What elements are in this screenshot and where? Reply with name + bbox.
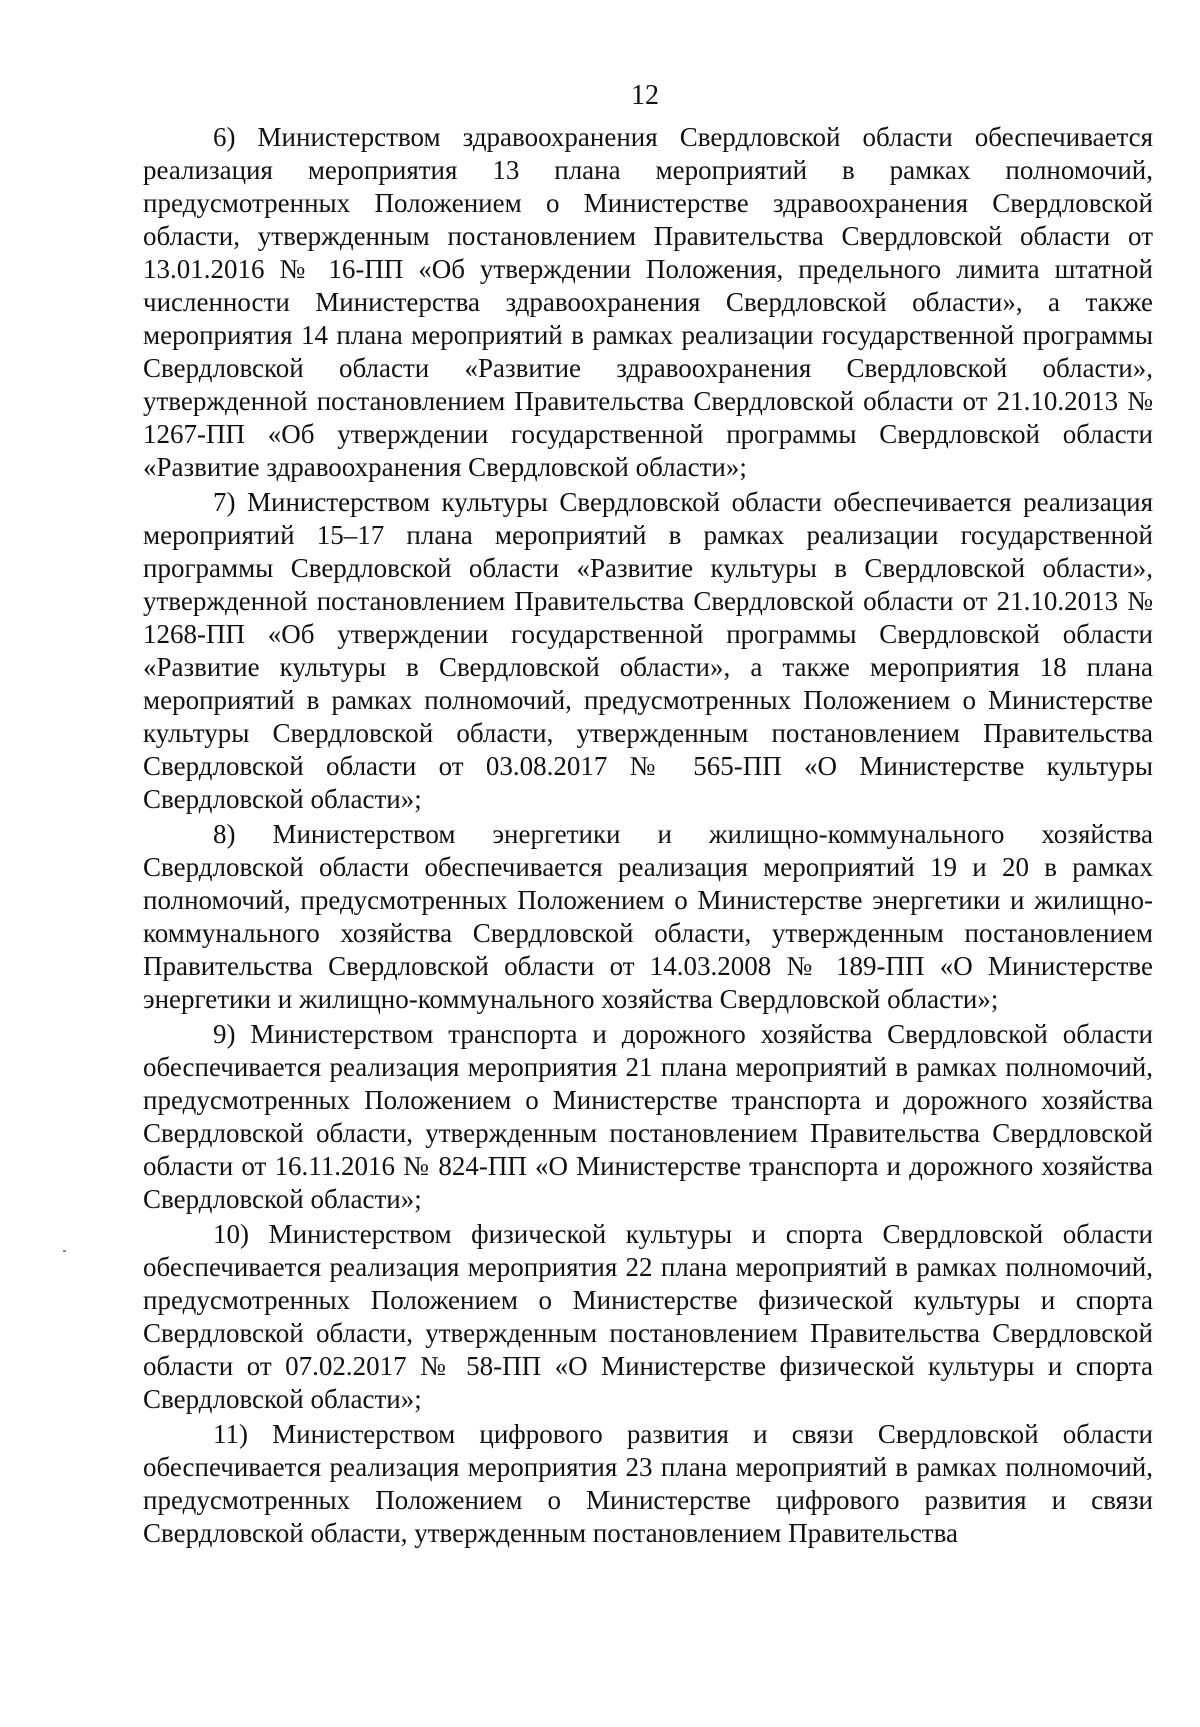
paragraph-item-8: 8) Министерством энергетики и жилищно-коммунального хозяйства Свердловской области обеспечивается реализация мероприятий 19 и 20 в рамках полномочий, предусмотренных Положением о Министерстве энергетики и жилищно-коммунального хозяйства Свердловской области, утвержденным постановлением Правительства Свердловской области от 14.03.2008 № 189-ПП «О Министерстве энергетики и жилищно-коммунального хозяйства Свердловской области»; bbox=[143, 819, 1153, 1014]
paragraph-item-7: 7) Министерством культуры Свердловской области обеспечивается реализация мероприятий 15–17 плана мероприятий в рамках реализации государственной программы Свердловской области «Развитие культуры в Свердловской области», утвержденной постановлением Правительства Свердловской области от 21.10.2013 № 1268-ПП «Об утверждении государственной программы Свердловской области «Развитие культуры в Свердловской области», а также мероприятия 18 плана мероприятий в рамках полномочий, предусмотренных Положением о Министерстве культуры Свердловской области, утвержденным постановлением Правительства Свердловской области от 03.08.2017 № 565-ПП «О Министерстве культуры Свердловской области»; bbox=[143, 487, 1153, 814]
document-body bbox=[143, 121, 1153, 1550]
scan-speck bbox=[63, 1250, 66, 1252]
paragraph-item-10: 10) Министерством физической культуры и спорта Свердловской области обеспечивается реализация мероприятия 22 плана мероприятий в рамках полномочий, предусмотренных Положением о Министерстве физической культуры и спорта Свердловской области, утвержденным постановлением Правительства Свердловской области от 07.02.2017 № 58-ПП «О Министерстве физической культуры и спорта Свердловской области»; bbox=[143, 1219, 1153, 1414]
paragraph-item-11: 11) Министерством цифрового развития и связи Свердловской области обеспечивается реализация мероприятия 23 плана мероприятий в рамках полномочий, предусмотренных Положением о Министерстве цифрового развития и связи Свердловской области, утвержденным постановлением Правительства bbox=[143, 1419, 1153, 1548]
page-number: 12 bbox=[631, 80, 659, 111]
paragraph-item-9: 9) Министерством транспорта и дорожного хозяйства Свердловской области обеспечивается реализация мероприятия 21 плана мероприятий в рамках полномочий, предусмотренных Положением о Министерстве транспорта и дорожного хозяйства Свердловской области, утвержденным постановлением Правительства Свердловской области от 16.11.2016 № 824-ПП «О Министерстве транспорта и дорожного хозяйства Свердловской области»; bbox=[143, 1019, 1153, 1214]
paragraph-item-6: 6) Министерством здравоохранения Свердловской области обеспечивается реализация мероприятия 13 плана мероприятий в рамках полномочий, предусмотренных Положением о Министерстве здравоохранения Свердловской области, утвержденным постановлением Правительства Свердловской области от 13.01.2016 № 16-ПП «Об утверждении Положения, предельного лимита штатной численности Министерства здравоохранения Свердловской области», а также мероприятия 14 плана мероприятий в рамках реализации государственной программы Свердловской области «Развитие здравоохранения Свердловской области», утвержденной постановлением Правительства Свердловской области от 21.10.2013 № 1267-ПП «Об утверждении государственной программы Свердловской области «Развитие здравоохранения Свердловской области»; bbox=[143, 122, 1153, 482]
